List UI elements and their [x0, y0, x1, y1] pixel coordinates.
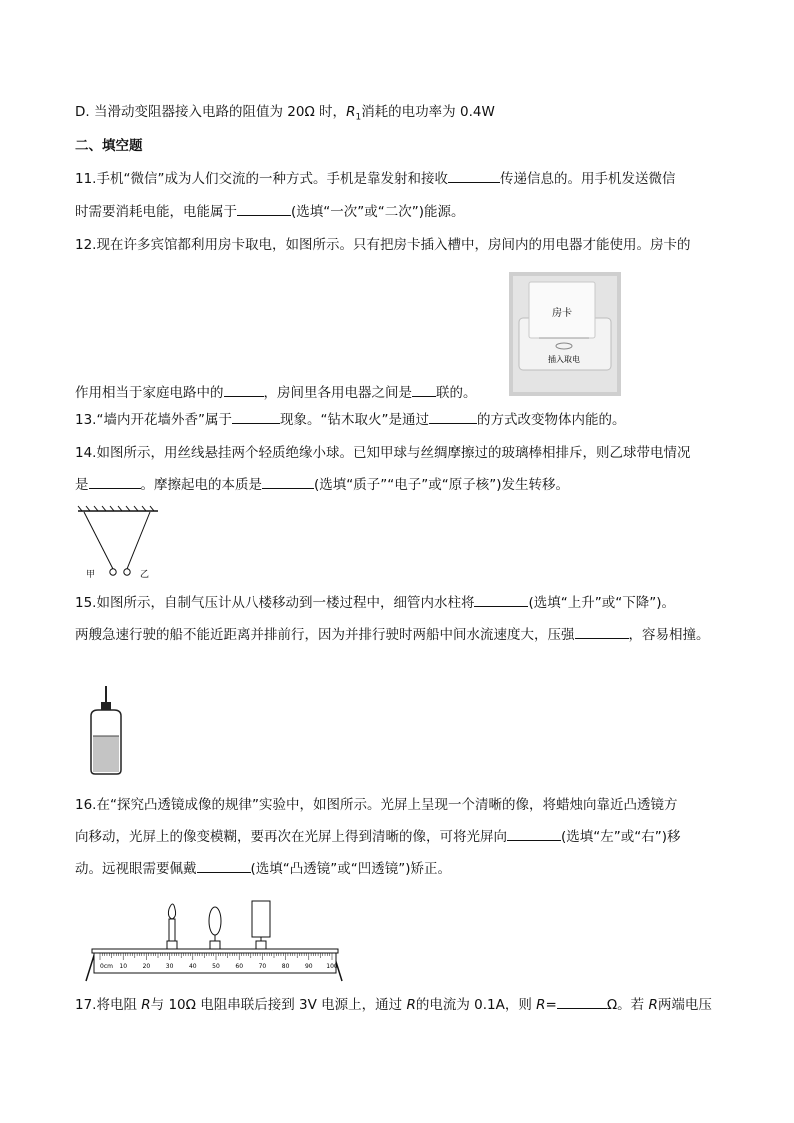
- ruler-tick-label: 40: [188, 963, 197, 970]
- ruler-tick-label: 50: [212, 963, 220, 970]
- ruler-unit: 0cm: [100, 963, 113, 970]
- q11-line1: 11.手机“微信”成为人们交流的一种方式。手机是靠发射和接收 传递信息的。用手机发送微信: [75, 171, 676, 187]
- barometer-figure: [86, 686, 126, 776]
- card-label: 房卡: [552, 308, 572, 319]
- q16-line2: 向移动，光屏上的像变模糊，要再次在光屏上得到清晰的像，可将光屏向 (选填“左”或“右”)移: [75, 829, 681, 845]
- q16-line1: 16.在“探究凸透镜成像的规律”实验中，如图所示。光屏上呈现一个清晰的像，将蜡烛向靠近凸透镜方: [75, 797, 678, 813]
- q13-line: 13.“墙内开花墙外香”属于 现象。“钻木取火”是通过 的方式改变物体内能的。: [75, 412, 626, 428]
- option-d: D. 当滑动变阻器接入电路的阻值为 20Ω 时，$R_1$消耗的电功率为 0.4W: [75, 104, 495, 123]
- slot-label: 插入取电: [548, 355, 580, 364]
- hanging-balls-figure: [72, 505, 164, 583]
- ruler-tick-label: 90: [304, 963, 313, 970]
- ruler-tick-label: 20: [142, 963, 151, 970]
- candle: [169, 919, 175, 941]
- optical-bench-figure: [78, 893, 350, 985]
- q14-line2: 是 。摩擦起电的本质是 (选填“质子”“电子”或“原子核”)发生转移。: [75, 477, 569, 493]
- q12-line2: 作用相当于家庭电路中的 ，房间里各用电器之间是 联的。: [75, 385, 477, 401]
- convex-lens: [209, 907, 221, 935]
- ruler-tick-label: 70: [258, 963, 267, 970]
- ruler-tick-label: 30: [165, 963, 174, 970]
- ball-b-label: 乙: [140, 570, 150, 580]
- room-card-figure: [509, 272, 621, 396]
- ball-a-label: 甲: [86, 570, 96, 580]
- q11-line2: 时需要消耗电能，电能属于 (选填“一次”或“二次”)能源。: [75, 204, 465, 220]
- ruler-tick-label: 100: [326, 963, 338, 970]
- ruler-tick-label: 80: [281, 963, 290, 970]
- ruler-tick-label: 10: [119, 963, 128, 970]
- q17-line: 17.将电阻 R与 10Ω 电阻串联后接到 3V 电源上，通过 R的电流为 0.1A，则 R= Ω。若 R两端电压: [75, 997, 712, 1013]
- q12-line1: 12.现在许多宾馆都利用房卡取电，如图所示。只有把房卡插入槽中，房间内的用电器才能使用。房卡的: [75, 237, 691, 253]
- q14-line1: 14.如图所示，用丝线悬挂两个轻质绝缘小球。已知甲球与丝绸摩擦过的玻璃棒相排斥，则乙球带电情况: [75, 445, 691, 461]
- section-heading: 二、填空题: [75, 138, 143, 154]
- light-screen: [252, 901, 270, 937]
- q15-line2: 两艘急速行驶的船不能近距离并排前行，因为并排行驶时两船中间水流速度大，压强 ，容易相撞。: [75, 627, 710, 643]
- q15-line1: 15.如图所示，自制气压计从八楼移动到一楼过程中，细管内水柱将 (选填“上升”或“下降”)。: [75, 595, 675, 611]
- q16-line3: 动。远视眼需要佩戴 (选填“凸透镜”或“凹透镜”)矫正。: [75, 861, 452, 877]
- ruler-tick-label: 60: [235, 963, 244, 970]
